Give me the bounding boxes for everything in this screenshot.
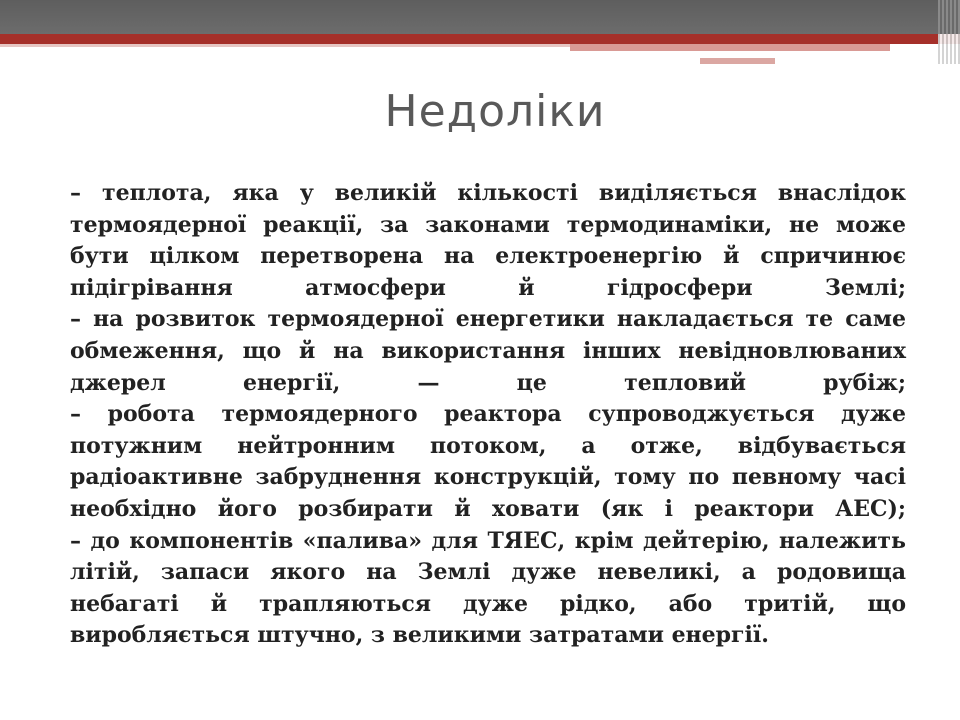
header-pink-tick (700, 58, 775, 64)
header-pink-band (570, 44, 890, 51)
header-accent-band (0, 34, 960, 44)
paragraph-3: – робота термоядерного реактора супроводжується дуже потужним нейтронним потоком, а отже, відбувається радіоактивне забруднення конструкцій, тому по певному часі необхідно його розбирати й ховати (як і реактори АЕС); (70, 401, 906, 522)
slide-title: Недоліки (384, 86, 606, 137)
slide-body (70, 178, 906, 652)
header-thin-line (0, 44, 570, 47)
paragraph-1: – теплота, яка у великій кількості виділяється внаслідок термоядерної реакції, за законами термодинаміки, не може бути цілком перетворена на електроенергію й спричинює підігрівання атмосфери й гідросфери Землі; (70, 180, 906, 301)
header-band (0, 0, 960, 34)
paragraph-4: – до компонентів «палива» для ТЯЕС, крім дейтерію, належить літій, запаси якого на Землі дуже невеликі, а родовища небагаті й трапляються дуже рідко, або тритій, що виробляється штучно, з великими затратами енергії. (70, 527, 906, 649)
header-right-stripes-top (938, 0, 960, 34)
paragraph-2: – на розвиток термоядерної енергетики накладається те саме обмеження, що й на використання інших невідновлюваних джерел енергії, — це тепловий рубіж; (70, 306, 906, 396)
